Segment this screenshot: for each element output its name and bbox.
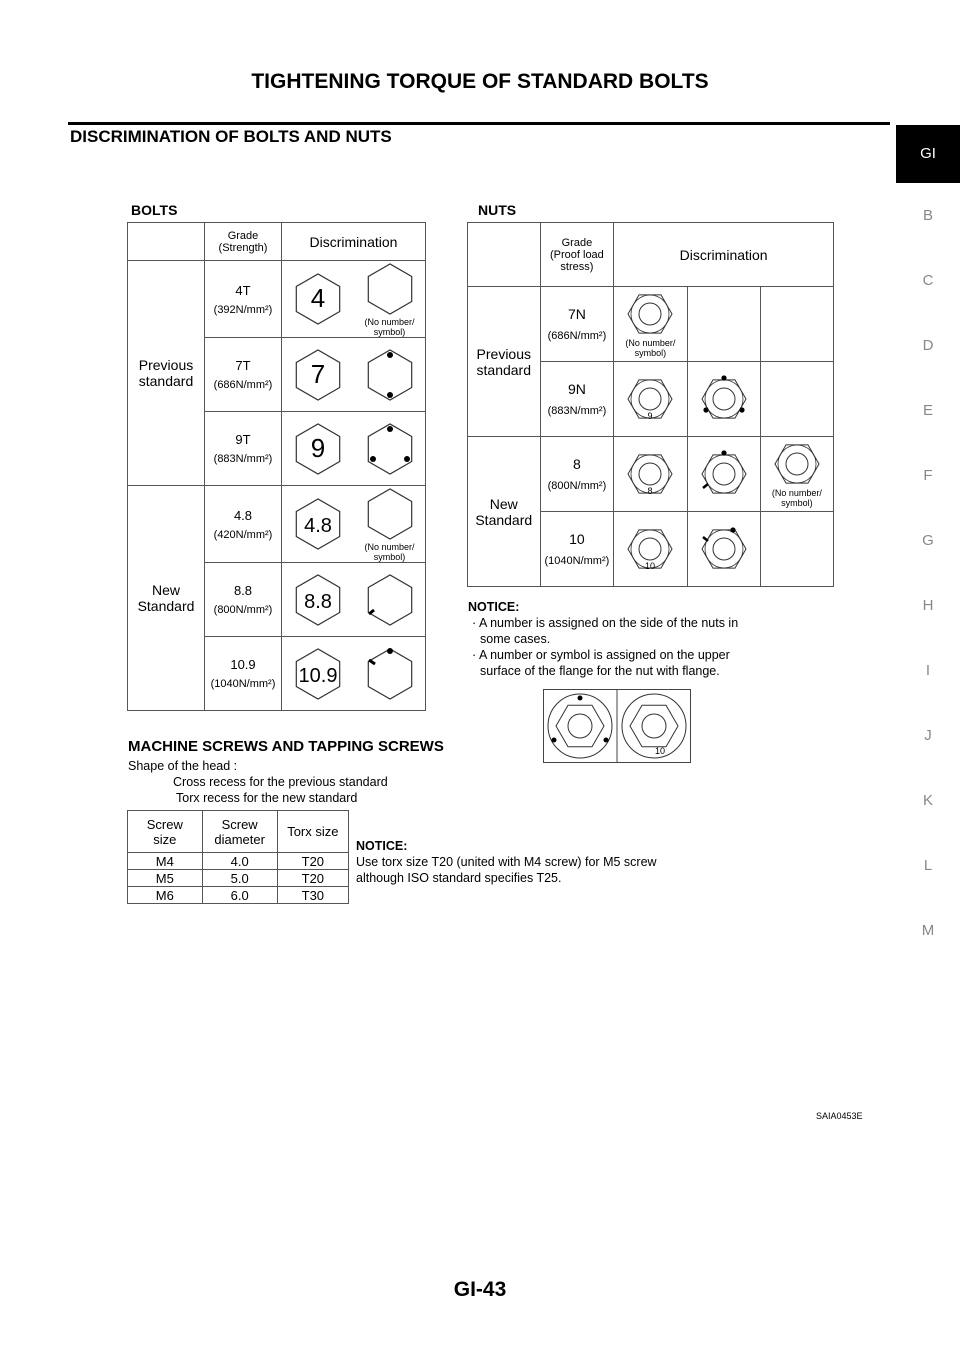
page-title: TIGHTENING TORQUE OF STANDARD BOLTS — [251, 70, 709, 93]
nuts-header-discrimination: Discrimination — [614, 223, 834, 287]
section-tab-g[interactable]: G — [922, 532, 934, 549]
bolt-grade-cell: 8.8 (800N/mm²) — [205, 563, 282, 637]
bolts-header-grade: Grade (Strength) — [205, 223, 282, 261]
head-shape-text — [128, 758, 388, 806]
nut-grade-row: Previous standard 7N (686N/mm²) (No number/ symbol) — [468, 287, 834, 362]
svg-text:8.8: 8.8 — [304, 590, 332, 613]
screw-table-cell: T20 — [277, 853, 348, 870]
nut-grade-cell: 10 (1040N/mm²) — [540, 512, 614, 587]
section-tab-gi[interactable]: GI — [896, 125, 960, 183]
bolt-grade-cell: 4.8 (420N/mm²) — [205, 486, 282, 563]
bolt-grade-cell: 10.9 (1040N/mm²) — [205, 637, 282, 711]
svg-text:10.9: 10.9 — [298, 664, 338, 687]
bolt-hex-number-icon — [290, 271, 346, 327]
bolt-head-mark-icon — [362, 421, 418, 477]
bolt-hex-number-icon — [290, 421, 346, 477]
title-divider — [68, 122, 890, 125]
svg-text:7: 7 — [310, 358, 326, 389]
nut-mark-icon — [773, 440, 821, 488]
bolt-standard-group: Previous standard — [128, 261, 205, 486]
bolt-head-mark-icon — [362, 646, 418, 702]
section-tab-f[interactable]: F — [923, 467, 933, 484]
section-tab-e[interactable]: E — [922, 402, 933, 419]
nut-grade-row: New Standard 8 (800N/mm²) 8 (No number/ symbol) — [468, 437, 834, 512]
section-index-tabs — [896, 125, 960, 963]
bolt-hex-number-icon — [290, 347, 346, 403]
screw-table-row — [128, 853, 349, 870]
bolt-grade-cell: 4T (392N/mm²) — [205, 261, 282, 338]
svg-text:8: 8 — [647, 486, 653, 496]
head-shape-new: Torx recess for the new standard — [176, 791, 358, 805]
nut-notice — [468, 599, 768, 679]
svg-text:9: 9 — [647, 411, 653, 421]
bolt-head-mark-icon — [362, 486, 418, 542]
nut-mark-icon — [700, 375, 748, 423]
nut-notice-bullet-1: · A number is assigned on the side of the nuts in some cases. — [472, 616, 739, 646]
figure-code: SAIA0453E — [816, 1111, 863, 1121]
nut-mark-icon — [626, 375, 674, 423]
nut-mark-icon — [626, 290, 674, 338]
nut-grade-cell: 7N (686N/mm²) — [540, 287, 614, 362]
screw-table-row — [128, 870, 349, 887]
section-heading: DISCRIMINATION OF BOLTS AND NUTS — [70, 127, 392, 146]
nut-mark-icon — [700, 525, 748, 573]
section-tab-j[interactable]: J — [924, 727, 932, 744]
bolt-hex-number-icon — [290, 572, 346, 628]
svg-text:10: 10 — [645, 561, 656, 571]
section-tab-c[interactable]: C — [922, 272, 934, 289]
screw-table-header: Screw size — [128, 811, 203, 853]
bolt-head-mark-icon — [362, 572, 418, 628]
torx-notice-text: Use torx size T20 (united with M4 screw) for M5 screw although ISO standard specifies T25. — [356, 855, 657, 885]
nut-notice-bullet-2: · A number or symbol is assigned on the upper surface of the flange for the nut with flange. — [472, 648, 730, 678]
svg-text:9: 9 — [310, 432, 326, 463]
screw-table-cell: 6.0 — [202, 887, 277, 904]
screw-table-cell: 4.0 — [202, 853, 277, 870]
head-shape-intro: Shape of the head : — [128, 759, 238, 773]
nut-mark-icon — [626, 450, 674, 498]
nut-standard-group: Previous standard — [468, 287, 541, 437]
nuts-header-grade: Grade (Proof load stress) — [540, 223, 614, 287]
section-tab-h[interactable]: H — [922, 597, 934, 614]
nut-notice-title: NOTICE: — [468, 600, 520, 614]
bolt-head-mark-icon — [362, 347, 418, 403]
nut-mark-icon — [700, 450, 748, 498]
nut-grade-cell: 8 (800N/mm²) — [540, 437, 614, 512]
bolt-grade-cell: 7T (686N/mm²) — [205, 338, 282, 412]
head-shape-previous: Cross recess for the previous standard — [173, 775, 388, 789]
screw-table-cell: M5 — [128, 870, 203, 887]
machine-screws-heading: MACHINE SCREWS AND TAPPING SCREWS — [128, 738, 444, 755]
svg-text:4.8: 4.8 — [304, 515, 332, 537]
section-tab-d[interactable]: D — [922, 337, 934, 354]
nut-standard-group: New Standard — [468, 437, 541, 587]
bolt-standard-group: New Standard — [128, 486, 205, 711]
screw-table-cell: T20 — [277, 870, 348, 887]
bolt-hex-number-icon — [290, 496, 346, 552]
screw-table-cell: T30 — [277, 887, 348, 904]
nut-grade-cell: 9N (883N/mm²) — [540, 362, 614, 437]
torx-notice — [356, 838, 686, 886]
bolts-header-discrimination: Discrimination — [282, 223, 426, 261]
screw-table-cell: 5.0 — [202, 870, 277, 887]
torx-notice-title: NOTICE: — [356, 839, 408, 853]
screw-table-cell: M6 — [128, 887, 203, 904]
nut-mark-icon — [626, 525, 674, 573]
bolt-hex-number-icon — [290, 646, 346, 702]
section-tab-m[interactable]: M — [921, 922, 935, 939]
section-tab-l[interactable]: L — [923, 857, 933, 874]
screw-table-header: Screw diameter — [202, 811, 277, 853]
page-number: GI-43 — [453, 1278, 507, 1301]
screw-table-header: Torx size — [277, 811, 348, 853]
bolt-grade-cell: 9T (883N/mm²) — [205, 412, 282, 486]
svg-text:10: 10 — [654, 746, 666, 756]
screw-table-row — [128, 887, 349, 904]
bolt-grade-row: New Standard 4.8 (420N/mm²) 4.8 (No number/ symbol) — [128, 486, 426, 563]
screw-table-cell: M4 — [128, 853, 203, 870]
bolt-grade-row: Previous standard 4T (392N/mm²) 4 (No number/ symbol) — [128, 261, 426, 338]
svg-text:4: 4 — [310, 283, 326, 313]
bolts-label: BOLTS — [131, 202, 178, 218]
bolt-head-mark-icon — [362, 261, 418, 317]
section-tab-i[interactable]: I — [925, 662, 931, 679]
section-tab-k[interactable]: K — [922, 792, 933, 809]
nuts-label: NUTS — [478, 202, 517, 218]
section-tab-b[interactable]: B — [922, 207, 933, 224]
